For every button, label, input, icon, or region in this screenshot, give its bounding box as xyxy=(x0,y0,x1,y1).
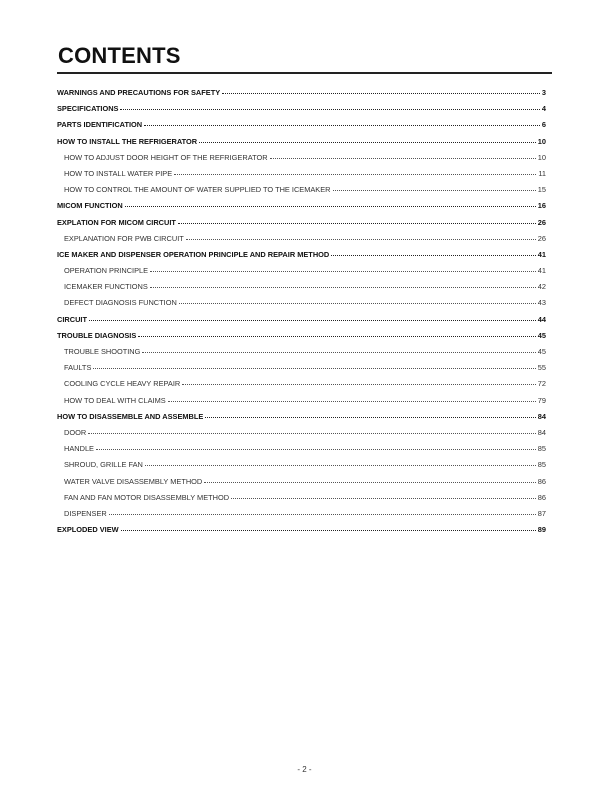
toc-entry-label: COOLING CYCLE HEAVY REPAIR xyxy=(64,379,181,389)
toc-entry-label: HOW TO DISASSEMBLE AND ASSEMBLE xyxy=(57,411,204,421)
dot-leader xyxy=(333,190,536,191)
toc-section-entry[interactable] xyxy=(57,198,546,214)
toc-entry-page-number: 89 xyxy=(537,525,546,535)
toc-subsection-entry[interactable] xyxy=(57,182,546,198)
dot-leader xyxy=(186,239,536,240)
dot-leader xyxy=(179,303,536,304)
dot-leader xyxy=(270,158,536,159)
dot-leader xyxy=(144,125,540,126)
dot-leader xyxy=(174,174,536,175)
toc-subsection-entry[interactable] xyxy=(57,231,546,247)
toc-entry-page-number: 4 xyxy=(541,104,546,114)
toc-section-entry[interactable] xyxy=(57,409,546,425)
toc-section-entry[interactable] xyxy=(57,312,546,328)
dot-leader xyxy=(142,352,535,353)
dot-leader xyxy=(138,336,536,337)
dot-leader xyxy=(231,498,536,499)
toc-section-entry[interactable] xyxy=(57,328,546,344)
toc-entry-label: PARTS IDENTIFICATION xyxy=(57,120,143,130)
dot-leader xyxy=(178,223,536,224)
table-of-contents xyxy=(57,85,546,538)
toc-subsection-entry[interactable] xyxy=(57,295,546,311)
toc-subsection-entry[interactable] xyxy=(57,166,546,182)
toc-entry-label: HOW TO DEAL WITH CLAIMS xyxy=(64,395,166,405)
toc-entry-page-number: 41 xyxy=(537,266,546,276)
dot-leader xyxy=(121,530,536,531)
toc-subsection-entry[interactable] xyxy=(57,344,546,360)
toc-entry-page-number: 11 xyxy=(538,168,546,178)
toc-entry-page-number: 86 xyxy=(537,492,546,502)
toc-section-entry[interactable] xyxy=(57,522,546,538)
dot-leader xyxy=(120,109,539,110)
toc-entry-label: WATER VALVE DISASSEMBLY METHOD xyxy=(64,476,203,486)
toc-entry-page-number: 84 xyxy=(537,411,546,421)
dot-leader xyxy=(109,514,536,515)
toc-entry-label: EXPLODED VIEW xyxy=(57,525,119,535)
dot-leader xyxy=(145,465,536,466)
toc-entry-page-number: 85 xyxy=(537,460,546,470)
toc-entry-page-number: 26 xyxy=(537,233,546,243)
toc-entry-label: OPERATION PRINCIPLE xyxy=(64,266,149,276)
toc-entry-page-number: 72 xyxy=(537,379,546,389)
toc-entry-label: HANDLE xyxy=(64,444,94,454)
toc-entry-label: SPECIFICATIONS xyxy=(57,104,119,114)
toc-entry-page-number: 84 xyxy=(537,427,546,437)
dot-leader xyxy=(150,287,536,288)
toc-section-entry[interactable] xyxy=(57,117,546,133)
toc-entry-page-number: 44 xyxy=(537,314,546,324)
toc-entry-label: ICE MAKER AND DISPENSER OPERATION PRINCIPLE AND REPAIR METHOD xyxy=(57,249,330,259)
dot-leader xyxy=(222,93,540,94)
toc-entry-label: DISPENSER xyxy=(64,508,107,518)
toc-entry-page-number: 86 xyxy=(537,476,546,486)
dot-leader xyxy=(182,384,536,385)
toc-entry-label: HOW TO INSTALL THE REFRIGERATOR xyxy=(57,136,198,146)
toc-entry-page-number: 26 xyxy=(537,217,546,227)
dot-leader xyxy=(199,142,536,143)
toc-entry-label: HOW TO INSTALL WATER PIPE xyxy=(64,168,173,178)
toc-subsection-entry[interactable] xyxy=(57,457,546,473)
toc-section-entry[interactable] xyxy=(57,85,546,101)
toc-entry-label: SHROUD, GRILLE FAN xyxy=(64,460,143,470)
toc-entry-label: HOW TO ADJUST DOOR HEIGHT OF THE REFRIGERATOR xyxy=(64,152,268,162)
toc-entry-label: CIRCUIT xyxy=(57,314,87,324)
toc-entry-page-number: 85 xyxy=(537,444,546,454)
dot-leader xyxy=(125,206,536,207)
title-underline xyxy=(57,72,552,74)
toc-entry-label: EXPLANATION FOR PWB CIRCUIT xyxy=(64,233,184,243)
page-number: - 2 - xyxy=(297,765,312,774)
toc-subsection-entry[interactable] xyxy=(57,360,546,376)
toc-entry-page-number: 10 xyxy=(537,136,546,146)
toc-section-entry[interactable] xyxy=(57,134,546,150)
toc-entry-label: ICEMAKER FUNCTIONS xyxy=(64,282,148,292)
dot-leader xyxy=(93,368,535,369)
dot-leader xyxy=(88,433,536,434)
toc-subsection-entry[interactable] xyxy=(57,150,546,166)
toc-entry-label: FAULTS xyxy=(64,363,92,373)
toc-entry-page-number: 10 xyxy=(537,152,546,162)
toc-subsection-entry[interactable] xyxy=(57,474,546,490)
toc-subsection-entry[interactable] xyxy=(57,425,546,441)
toc-entry-label: FAN AND FAN MOTOR DISASSEMBLY METHOD xyxy=(64,492,230,502)
toc-entry-page-number: 87 xyxy=(537,508,546,518)
toc-entry-page-number: 42 xyxy=(537,282,546,292)
toc-entry-label: DEFECT DIAGNOSIS FUNCTION xyxy=(64,298,177,308)
toc-entry-page-number: 6 xyxy=(541,120,546,130)
toc-subsection-entry[interactable] xyxy=(57,279,546,295)
toc-entry-page-number: 45 xyxy=(537,347,546,356)
toc-entry-page-number: 41 xyxy=(537,249,546,259)
toc-entry-page-number: 3 xyxy=(541,88,546,97)
toc-entry-label: TROUBLE DIAGNOSIS xyxy=(57,330,137,340)
toc-entry-page-number: 45 xyxy=(537,330,546,340)
toc-section-entry[interactable] xyxy=(57,215,546,231)
toc-subsection-entry[interactable] xyxy=(57,441,546,457)
dot-leader xyxy=(331,255,536,256)
dot-leader xyxy=(204,482,536,483)
dot-leader xyxy=(89,320,536,321)
toc-section-entry[interactable] xyxy=(57,247,546,263)
dot-leader xyxy=(150,271,536,272)
toc-entry-label: DOOR xyxy=(64,427,87,437)
toc-entry-label: EXPLATION FOR MICOM CIRCUIT xyxy=(57,217,176,227)
toc-subsection-entry[interactable] xyxy=(57,393,546,409)
toc-entry-label: MICOM FUNCTION xyxy=(57,201,123,211)
dot-leader xyxy=(168,401,536,402)
toc-entry-label: WARNINGS AND PRECAUTIONS FOR SAFETY xyxy=(57,88,221,97)
toc-section-entry[interactable] xyxy=(57,101,546,117)
toc-subsection-entry[interactable] xyxy=(57,506,546,522)
toc-entry-page-number: 15 xyxy=(537,185,546,195)
dot-leader xyxy=(205,417,535,418)
toc-entry-label: HOW TO CONTROL THE AMOUNT OF WATER SUPPLIED TO THE ICEMAKER xyxy=(64,185,331,195)
page-title: CONTENTS xyxy=(58,43,181,68)
toc-entry-page-number: 43 xyxy=(537,298,546,308)
toc-entry-label: TROUBLE SHOOTING xyxy=(64,347,141,356)
dot-leader xyxy=(96,449,536,450)
toc-entry-page-number: 16 xyxy=(537,201,546,211)
toc-entry-page-number: 79 xyxy=(537,395,546,405)
toc-subsection-entry[interactable] xyxy=(57,263,546,279)
toc-subsection-entry[interactable] xyxy=(57,376,546,392)
toc-subsection-entry[interactable] xyxy=(57,490,546,506)
toc-entry-page-number: 55 xyxy=(537,363,546,373)
